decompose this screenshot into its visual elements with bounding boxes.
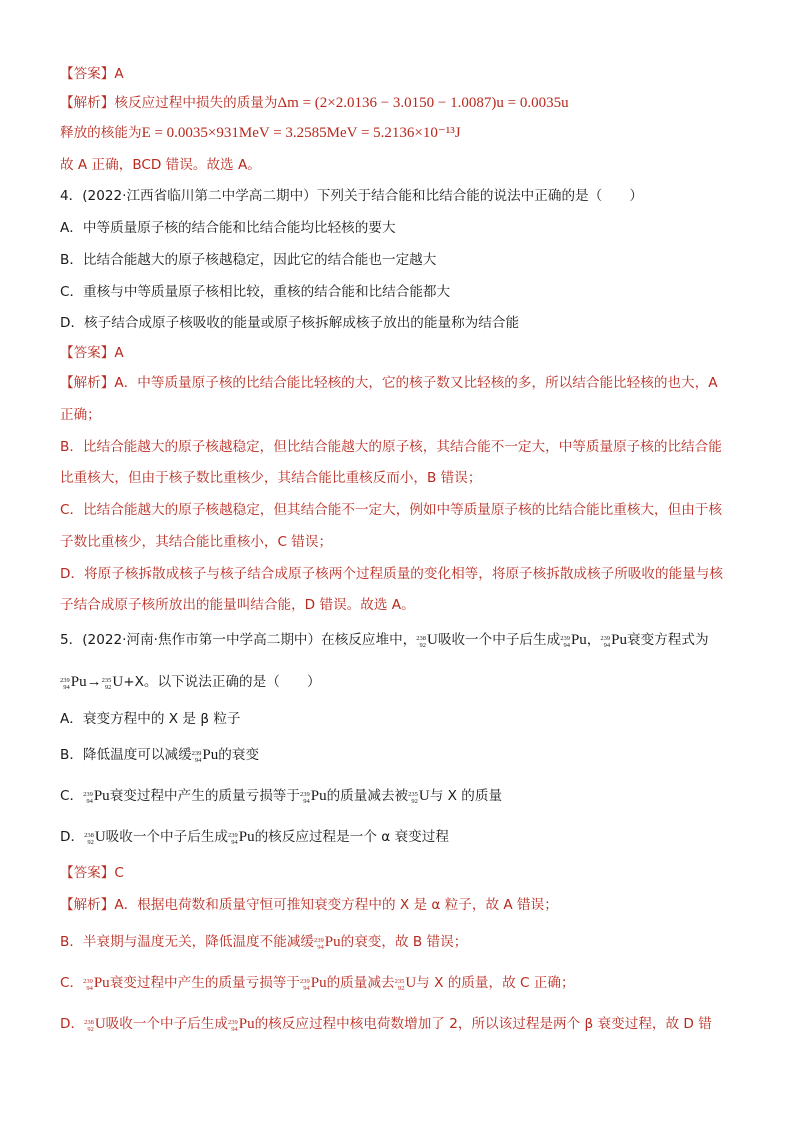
explanation-text: 与 X 的质量，故 C 正确； — [416, 975, 575, 991]
explanation-text: 子数比重核少，其结合能比重核小，C 错误； — [60, 534, 333, 550]
explanation-tag: 【解析】 — [60, 95, 115, 111]
explanation-text: 子结合成原子核所放出的能量叫结合能，D 错误。故选 A。 — [60, 597, 415, 613]
q4-explanation-1 — [60, 373, 738, 393]
arrow: → — [86, 674, 102, 690]
isotope-pu239: 239 94 Pu — [560, 632, 587, 649]
question-text: +X。以下说法正确的是（ ） — [123, 674, 321, 690]
energy-formula: E = 0.0035×931MeV = 3.2585MeV = 5.2136×10⁻¹³J — [141, 125, 461, 141]
isotope-pu239: 239 94 Pu — [300, 975, 327, 992]
answer-value: A — [114, 345, 124, 361]
question-4-option-c — [60, 282, 738, 302]
isotope-pu239: 239 94 Pu — [60, 674, 87, 691]
explanation-text: C．比结合能越大的原子核越稳定，但其结合能不一定大，例如中等质量原子核的比结合能比重核大，但由于核 — [60, 502, 722, 518]
answer-tag: 【答案】 — [60, 66, 115, 82]
isotope-pu239: 239 94 Pu — [600, 632, 627, 649]
question-5-option-b — [60, 745, 738, 765]
isotope-pu239: 239 94 Pu — [191, 747, 219, 764]
q4-explanation-2 — [60, 405, 738, 425]
question-5-option-a — [60, 709, 738, 729]
option-text: 的核反应过程是一个 α 衰变过程 — [254, 829, 449, 845]
explanation-tag: 【解析】 — [60, 375, 115, 391]
q5-explanation-c: C． 239 94 Pu衰变过程中产生的质量亏损等于 239 94 Pu的质量减去 235 92 U与 X 的质量，故 C 正确； — [60, 975, 575, 992]
answer-line-q5 — [60, 863, 738, 883]
q5-explanation-a — [60, 895, 738, 915]
option-text: 与 X 的质量 — [429, 788, 503, 804]
isotope-pu239: 239 94 Pu — [314, 934, 341, 951]
q5-explanation-b — [60, 932, 738, 952]
explanation-line-2 — [60, 123, 738, 143]
q4-explanation-3 — [60, 437, 738, 457]
question-text: 4．(2022·江西省临川第二中学高二期中）下列关于结合能和比结合能的说法中正确的是（ ） — [60, 188, 644, 204]
explanation-text: 吸收一个中子后生成 — [105, 1016, 228, 1032]
option-text: 的质量减去被 — [326, 788, 409, 804]
isotope-pu239: 239 94 Pu — [228, 1016, 255, 1033]
question-text: 吸收一个中子后生成 — [437, 632, 561, 648]
answer-tag: 【答案】 — [60, 865, 115, 881]
explanation-text: 衰变过程中产生的质量亏损等于 — [109, 975, 300, 991]
question-text: 5．(2022·河南·焦作市第一中学高二期中）在核反应堆中， — [60, 632, 417, 648]
isotope-u238: 238 92 U — [84, 1016, 106, 1033]
answer-value: A — [114, 66, 124, 82]
q5-explanation-d: D． 238 92 U吸收一个中子后生成 239 94 Pu的核反应过程中核电荷数增加了 2，所以该过程是两个 β 衰变过程，故 D 错 — [60, 1016, 712, 1033]
explanation-text: 释放的核能为 — [60, 125, 142, 141]
explanation-tag: 【解析】 — [60, 897, 115, 913]
q4-explanation-4 — [60, 468, 738, 488]
question-5-option-c: C． 239 94 Pu衰变过程中产生的质量亏损等于 239 94 Pu的质量减去被 235 92 U与 X 的质量 — [60, 788, 503, 805]
question-5-stem-2 — [60, 672, 738, 692]
question-5-option-d: D． 238 92 U吸收一个中子后生成 239 94 Pu的核反应过程是一个 α 衰变过程 — [60, 829, 449, 846]
explanation-text: 的质量减去 — [326, 975, 395, 991]
question-5-stem-1: 5．(2022·河南·焦作市第一中学高二期中）在核反应堆中， 238 92 U吸收一个中子后生成 239 94 Pu， 239 94 Pu衰变方程式为 — [60, 632, 709, 649]
explanation-text: A．根据电荷数和质量守恒可推知衰变方程中的 X 是 α 粒子，故 A 错误； — [114, 897, 558, 913]
isotope-pu239: 239 94 Pu — [83, 788, 110, 805]
isotope-u235: 235 92 U — [394, 975, 417, 992]
explanation-text: B．比结合能越大的原子核越稳定，但比结合能越大的原子核，其结合能不一定大，中等质量原子核的比结合能 — [60, 439, 722, 455]
option-text: D．核子结合成原子核吸收的能量或原子核拆解成核子放出的能量称为结合能 — [60, 315, 520, 331]
q4-explanation-8 — [60, 595, 738, 615]
mass-defect-formula: Δm = (2×2.0136 − 3.0150 − 1.0087)u = 0.0035u — [277, 95, 569, 111]
answer-line-q3 — [60, 64, 738, 84]
explanation-text: B．半衰期与温度无关，降低温度不能减缓 — [60, 934, 315, 950]
explanation-text: 核反应过程中损失的质量为 — [114, 95, 278, 111]
question-4-option-a — [60, 218, 738, 238]
isotope-pu239: 239 94 Pu — [300, 788, 327, 805]
answer-line-q4 — [60, 343, 738, 363]
isotope-pu239: 239 94 Pu — [83, 975, 110, 992]
option-text: B．降低温度可以减缓 — [60, 747, 192, 763]
explanation-text: A．中等质量原子核的比结合能比轻核的大，它的核子数又比轻核的多，所以结合能比轻核的也大，A — [114, 375, 718, 391]
question-4-option-b — [60, 250, 738, 270]
explanation-text: D．将原子核拆散成核子与核子结合成原子核两个过程质量的变化相等，将原子核拆散成核子所吸收的能量与核 — [60, 566, 723, 582]
answer-value: C — [114, 865, 124, 881]
option-text: A．衰变方程中的 X 是 β 粒子 — [60, 711, 241, 727]
isotope-u238: 238 92 U — [416, 632, 438, 649]
explanation-line-3 — [60, 155, 738, 175]
option-text: 的衰变 — [218, 747, 260, 763]
isotope-u235: 235 92 U — [101, 674, 124, 691]
question-4-option-d — [60, 313, 738, 333]
option-text: C．重核与中等质量原子核相比较，重核的结合能和比结合能都大 — [60, 284, 451, 300]
explanation-text: 故 A 正确，BCD 错误。故选 A。 — [60, 157, 261, 173]
explanation-text: 的核反应过程中核电荷数增加了 2，所以该过程是两个 β 衰变过程，故 D 错 — [254, 1016, 712, 1032]
question-4-stem — [60, 186, 738, 206]
q4-explanation-7 — [60, 564, 738, 584]
explanation-text: 正确； — [60, 407, 101, 423]
explanation-text: 比重核大，但由于核子数比重核少，其结合能比重核反而小，B 错误； — [60, 470, 482, 486]
isotope-pu239: 239 94 Pu — [228, 829, 255, 846]
q4-explanation-5 — [60, 500, 738, 520]
option-text: A．中等质量原子核的结合能和比结合能均比轻核的要大 — [60, 220, 396, 236]
explanation-line-1 — [60, 93, 738, 113]
explanation-text: 的衰变，故 B 错误； — [340, 934, 468, 950]
q4-explanation-6 — [60, 532, 738, 552]
option-text: B．比结合能越大的原子核越稳定，因此它的结合能也一定越大 — [60, 252, 437, 268]
answer-tag: 【答案】 — [60, 345, 115, 361]
isotope-u238: 238 92 U — [84, 829, 106, 846]
option-text: 吸收一个中子后生成 — [105, 829, 228, 845]
question-text: 衰变方程式为 — [626, 632, 709, 648]
option-text: 衰变过程中产生的质量亏损等于 — [109, 788, 300, 804]
isotope-u235: 235 92 U — [408, 788, 430, 805]
